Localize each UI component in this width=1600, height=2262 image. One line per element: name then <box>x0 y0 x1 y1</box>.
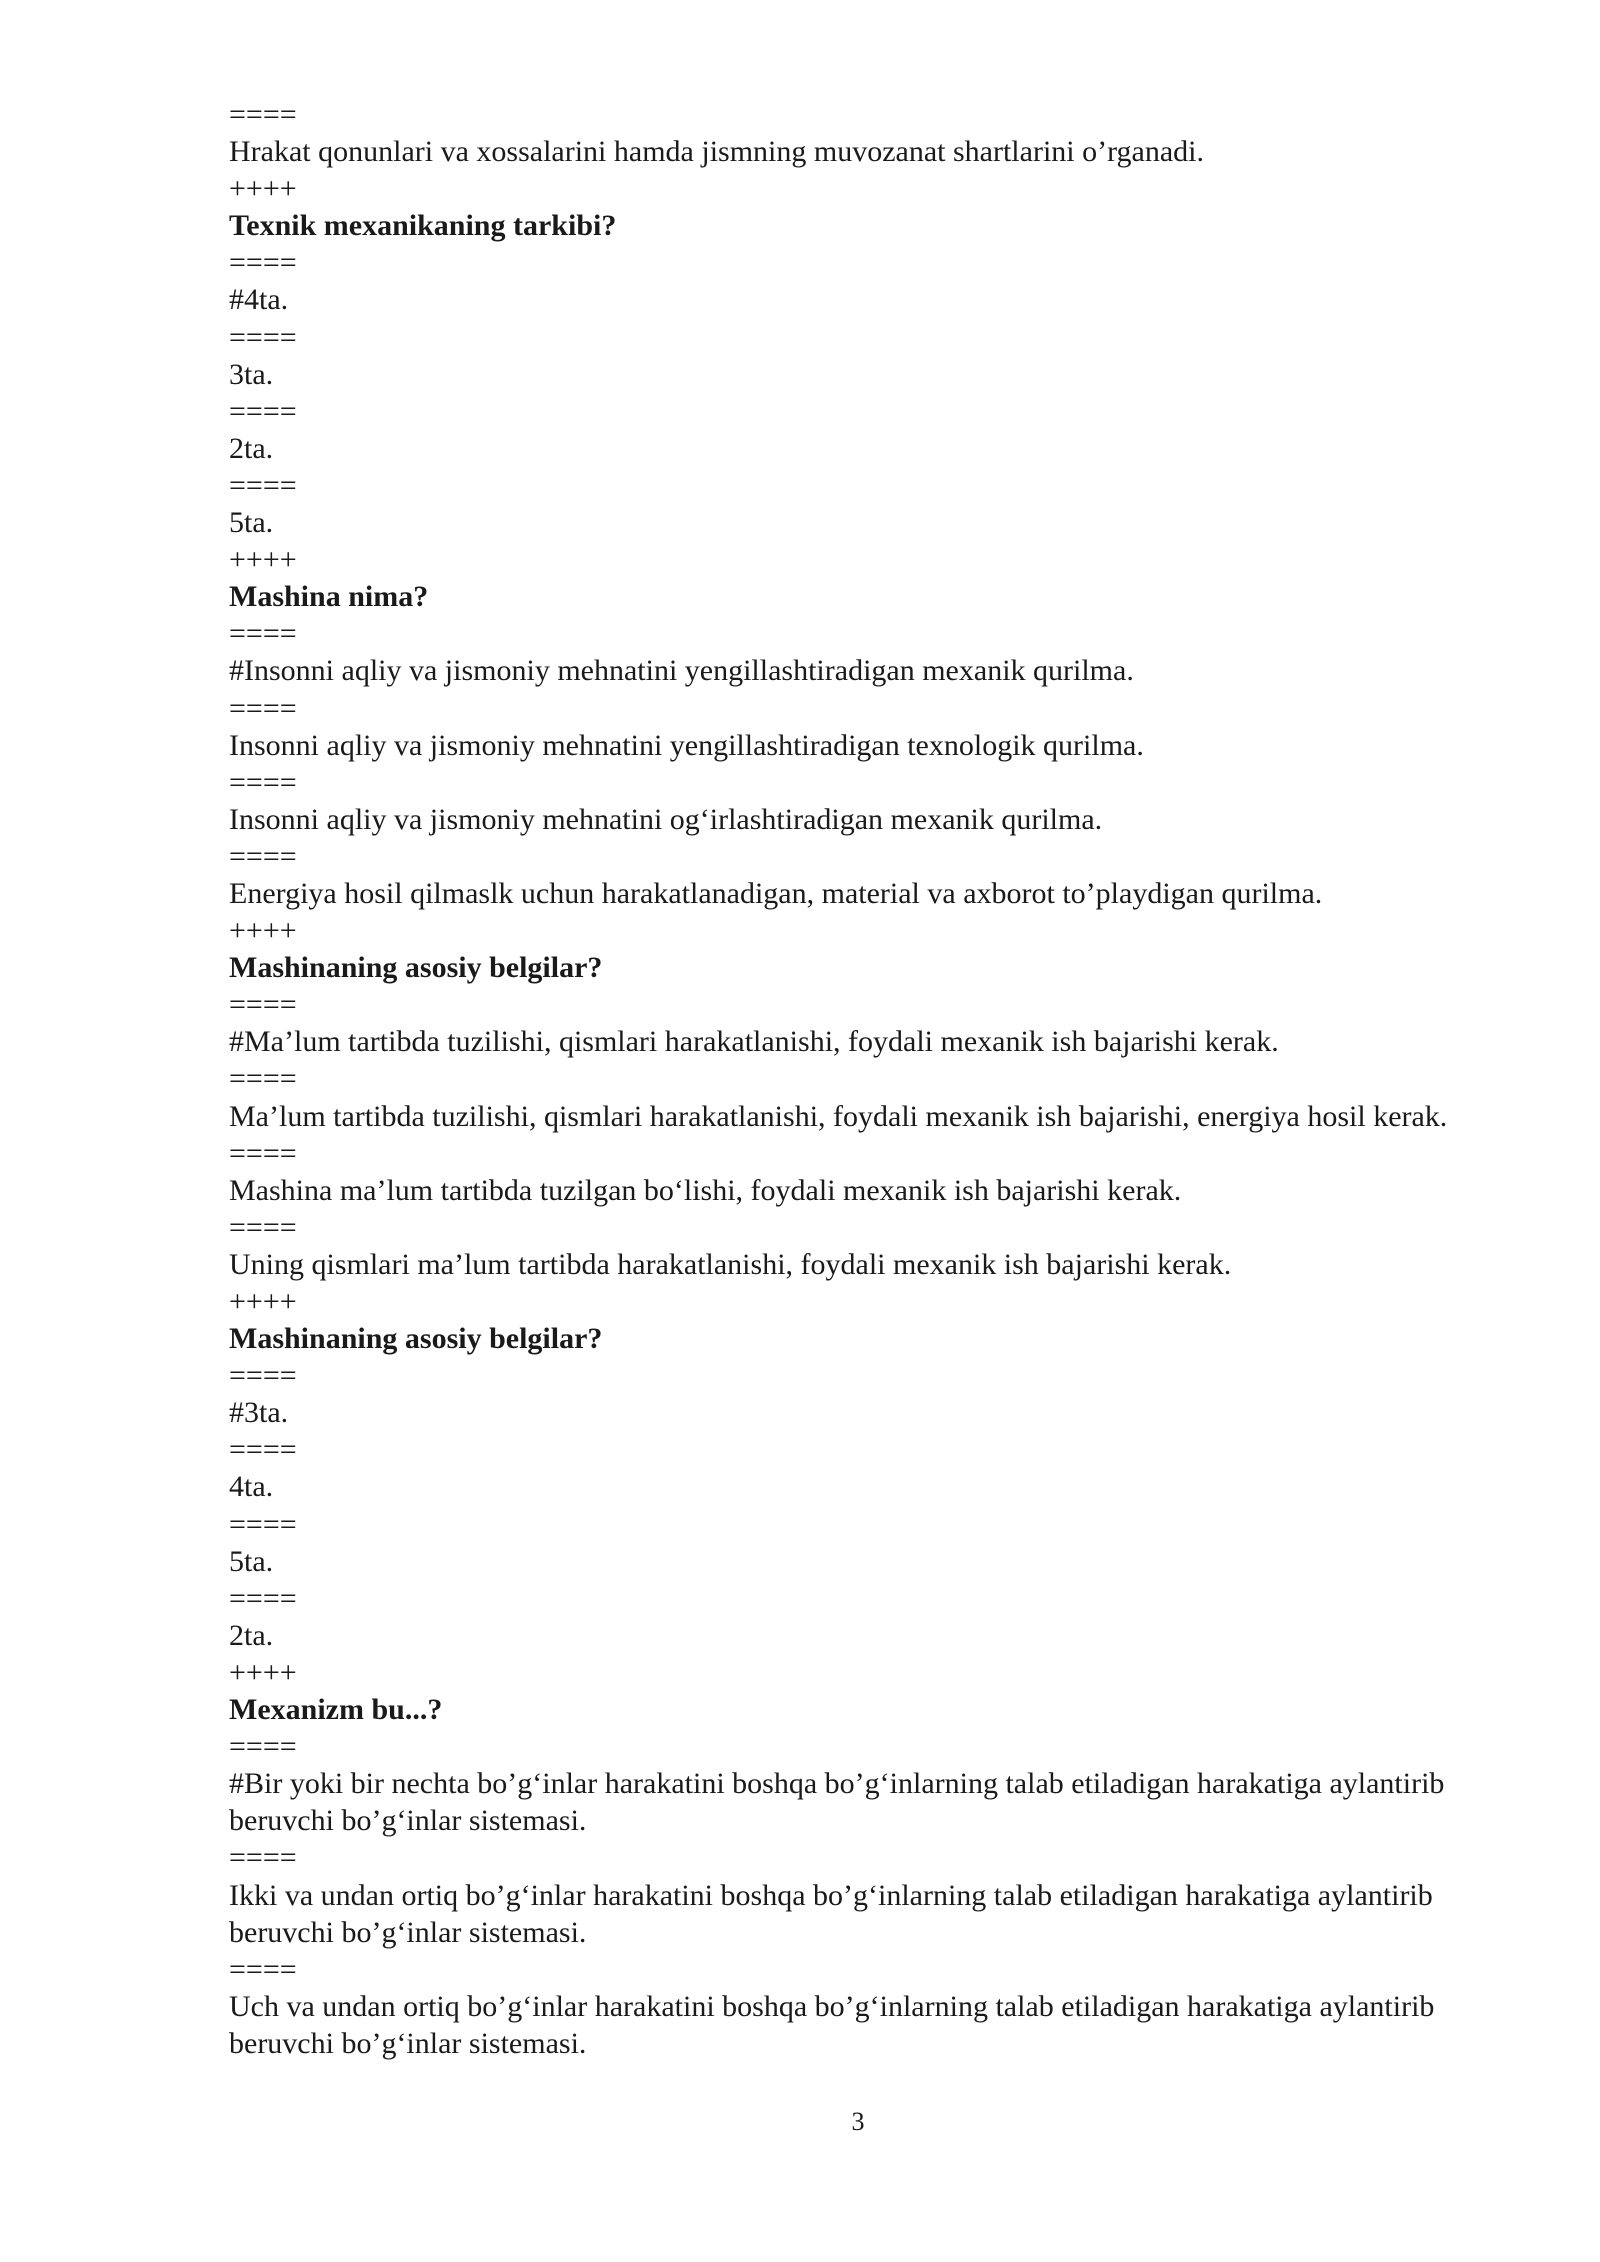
separator-line: ==== <box>229 394 297 428</box>
separator-line: ==== <box>229 1841 297 1875</box>
answer-line: 3ta. <box>229 357 274 391</box>
separator-line: ==== <box>229 617 297 651</box>
answer-line: 5ta. <box>229 506 274 540</box>
question-heading: Texnik mexanikaning tarkibi? <box>229 209 617 243</box>
document-body <box>229 96 1479 2062</box>
answer-line: Energiya hosil qilmaslk uchun harakatlanadigan, material va axborot to’playdigan qurilma. <box>229 876 1323 910</box>
separator-line: ==== <box>229 1359 297 1393</box>
separator-line: ++++ <box>229 543 297 577</box>
answer-line: 2ta. <box>229 431 274 465</box>
separator-line: ==== <box>229 1136 297 1170</box>
separator-line: ==== <box>229 765 297 799</box>
answer-line: Uning qismlari ma’lum tartibda harakatlanishi, foydali mexanik ish bajarishi kerak. <box>229 1247 1232 1281</box>
separator-line: ++++ <box>229 1655 297 1689</box>
answer-line: #3ta. <box>229 1396 289 1430</box>
question-heading: Mashinaning asosiy belgilar? <box>229 951 603 985</box>
answer-line: 5ta. <box>229 1544 274 1578</box>
answer-line: Ma’lum tartibda tuzilishi, qismlari harakatlanishi, foydali mexanik ish bajarishi, energiya hosil kerak. <box>229 1099 1448 1133</box>
separator-line: ==== <box>229 468 297 502</box>
answer-line: 4ta. <box>229 1470 274 1504</box>
answer-line: Insonni aqliy va jismoniy mehnatini og‘irlashtiradigan mexanik qurilma. <box>229 802 1103 836</box>
answer-line: Hrakat qonunlari va xossalarini hamda jismning muvozanat shartlarini o’rganadi. <box>229 135 1205 169</box>
separator-line: ==== <box>229 988 297 1022</box>
separator-line: ==== <box>229 1952 297 1986</box>
separator-line: ==== <box>229 1730 297 1764</box>
separator-line: ==== <box>229 1433 297 1467</box>
answer-line: Uch va undan ortiq bo’g‘inlar harakatini boshqa bo’g‘inlarning talab etiladigan harakatiga aylantirib beruvchi bo’g‘inlar sistemasi. <box>229 1989 1435 2060</box>
separator-line: ++++ <box>229 914 297 948</box>
answer-line: Mashina ma’lum tartibda tuzilgan bo‘lishi, foydali mexanik ish bajarishi kerak. <box>229 1173 1182 1207</box>
question-heading: Mashinaning asosiy belgilar? <box>229 1322 603 1356</box>
answer-line: #Insonni aqliy va jismoniy mehnatini yengillashtiradigan mexanik qurilma. <box>229 654 1134 688</box>
separator-line: ==== <box>229 839 297 873</box>
separator-line: ==== <box>229 320 297 354</box>
separator-line: ==== <box>229 246 297 280</box>
answer-line: #4ta. <box>229 283 289 317</box>
separator-line: ==== <box>229 98 297 131</box>
answer-line: Insonni aqliy va jismoniy mehnatini yengillashtiradigan texnologik qurilma. <box>229 728 1144 762</box>
question-heading: Mexanizm bu...? <box>229 1693 443 1727</box>
separator-line: ==== <box>229 691 297 725</box>
answer-line: Ikki va undan ortiq bo’g‘inlar harakatini boshqa bo’g‘inlarning talab etiladigan harakatiga aylantirib beruvchi bo’g‘inlar sistemasi. <box>229 1878 1433 1949</box>
separator-line: ++++ <box>229 1285 297 1318</box>
question-heading: Mashina nima? <box>229 580 429 614</box>
separator-line: ==== <box>229 1210 297 1244</box>
separator-line: ++++ <box>229 172 297 206</box>
answer-line: #Ma’lum tartibda tuzilishi, qismlari harakatlanishi, foydali mexanik ish bajarishi kerak. <box>229 1025 1279 1059</box>
separator-line: ==== <box>229 1062 297 1096</box>
answer-line: 2ta. <box>229 1618 274 1652</box>
separator-line: ==== <box>229 1581 297 1615</box>
answer-line: #Bir yoki bir nechta bo’g‘inlar harakatini boshqa bo’g‘inlarning talab etiladigan harakatiga aylantirib beruvchi bo’g‘inlar sistemasi. <box>229 1767 1445 1838</box>
separator-line: ==== <box>229 1507 297 1541</box>
page-number: 3 <box>851 2107 865 2136</box>
